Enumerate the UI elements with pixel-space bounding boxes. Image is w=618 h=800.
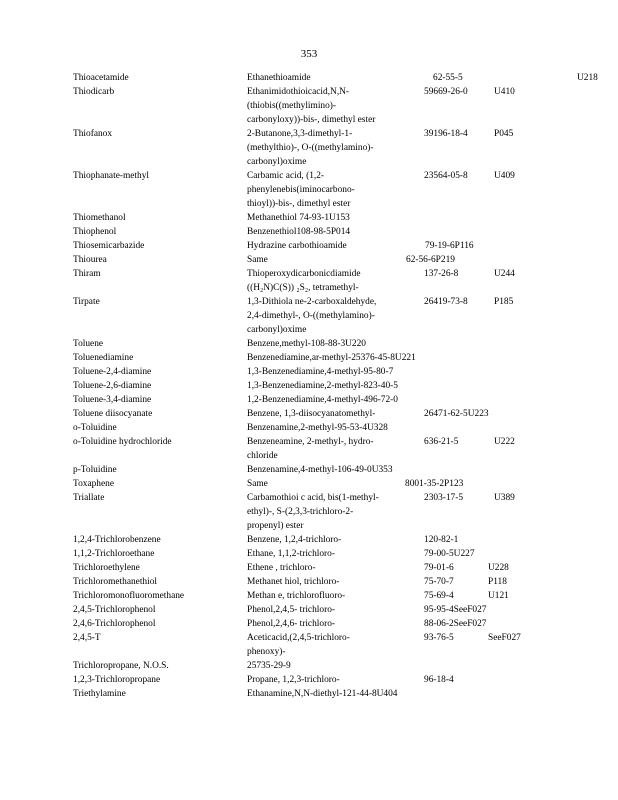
waste-code: U121	[488, 591, 509, 601]
synonym: Carbamothioi c acid, bis(1-methyl-	[247, 493, 379, 503]
chemical-name: Toluenediamine	[73, 353, 134, 363]
synonym: Ethanethioamide	[247, 73, 311, 83]
cas-number: 8001-35-2P123	[405, 479, 464, 489]
cas-number: 96-18-4	[424, 675, 454, 685]
cas-number: 95-95-4SeeF027	[424, 605, 487, 615]
cas-number: 137-26-8	[424, 269, 459, 279]
synonym: 1,2-Benzenediamine,4-methyl-496-72-0	[247, 395, 398, 405]
chemical-name: Thiosemicarbazide	[73, 241, 145, 251]
cas-number: 120-82-1	[424, 535, 459, 545]
synonym: Benzenamine,4-methyl-106-49-0U353	[247, 465, 393, 475]
synonym: carbonyl)oxime	[247, 157, 307, 167]
synonym: Phenol,2,4,5- trichloro-	[247, 605, 336, 615]
synonym: ((H₂N)C(S)) ₂S₂, tetramethyl-	[247, 283, 359, 293]
waste-code: P118	[488, 577, 507, 587]
synonym: Benzene,methyl-108-88-3U220	[247, 339, 366, 349]
chemical-name: Thioacetamide	[73, 73, 129, 83]
chemical-name: Trichloromethanethiol	[73, 577, 158, 587]
synonym: Thioperoxydicarbonicdiamide	[247, 269, 361, 279]
synonym: 25735-29-9	[247, 661, 291, 671]
cas-number: 79-01-6	[424, 563, 454, 573]
waste-code: U410	[494, 87, 515, 97]
synonym: 1,3-Benzenediamine,4-methyl-95-80-7	[247, 367, 394, 377]
synonym: Ethanimidothioicacid,N,N-	[247, 87, 350, 97]
synonym: Methan e, trichlorofluoro-	[247, 591, 346, 601]
chemical-name: Triethylamine	[73, 689, 126, 699]
cas-number: 93-76-5	[424, 633, 454, 643]
chemical-name: p-Toluidine	[73, 465, 117, 475]
cas-number: 26419-73-8	[424, 297, 468, 307]
chemical-name: Trichloroethylene	[73, 563, 140, 573]
chemical-name: Thiodicarb	[73, 87, 115, 97]
cas-number: 75-69-4	[424, 591, 454, 601]
chemical-name: 1,1,2-Trichloroethane	[73, 549, 155, 559]
synonym: Aceticacid,(2,4,5-trichloro-	[247, 633, 350, 643]
synonym: ethyl)-, S-(2,3,3-trichloro-2-	[247, 507, 354, 517]
chemical-name: Thiram	[73, 269, 101, 279]
chemical-name: Thiomethanol	[73, 213, 126, 223]
synonym: chloride	[247, 451, 278, 461]
chemical-name: Thiophenol	[73, 227, 117, 237]
synonym: Benzenamine,2-methyl-95-53-4U328	[247, 423, 388, 433]
waste-code: U244	[494, 269, 515, 279]
cas-number: 75-70-7	[424, 577, 454, 587]
synonym: 2-Butanone,3,3-dimethyl-1-	[247, 129, 353, 139]
chemical-name: Toluene diisocyanate	[73, 409, 153, 419]
chemical-name: Toluene	[73, 339, 104, 349]
synonym: propenyl) ester	[247, 521, 304, 531]
chemical-name: Triallate	[73, 493, 105, 503]
waste-code: P185	[494, 297, 514, 307]
chemical-name: Thiophanate-methyl	[73, 171, 150, 181]
chemical-name: Toluene-2,4-diamine	[73, 367, 152, 377]
chemical-name: Trichloropropane, N.O.S.	[73, 661, 169, 671]
synonym: carbonyl)oxime	[247, 325, 307, 335]
synonym: Same	[247, 255, 268, 265]
synonym: (thiobis((methylimino)-	[247, 101, 337, 111]
chemical-name: 2,4,5-T	[73, 633, 101, 643]
cas-number: 26471-62-5U223	[424, 409, 489, 419]
synonym: Propane, 1,2,3-trichloro-	[247, 675, 340, 685]
waste-code: U409	[494, 171, 515, 181]
synonym: 2,4-dimethyl-, O-((methylamino)-	[247, 311, 375, 321]
synonym: phenylenebis(iminocarbono-	[247, 185, 355, 195]
waste-code: U389	[494, 493, 515, 503]
waste-code: SeeF027	[488, 633, 521, 643]
synonym: phenoxy)-	[247, 647, 286, 657]
synonym: (methylthio)-, O-((methylamino)-	[247, 143, 374, 153]
synonym: Ethane, 1,1,2-trichloro-	[247, 549, 335, 559]
synonym: thioyl))-bis-, dimethyl ester	[247, 199, 351, 209]
chemical-name: o-Toluidine	[73, 423, 117, 433]
synonym: Benzene, 1,3-diisocyanatomethyl-	[247, 409, 376, 419]
cas-number: 62-55-5	[433, 73, 463, 83]
synonym: Benzenediamine,ar-methyl-25376-45-8U221	[247, 353, 416, 363]
waste-code: U222	[494, 437, 515, 447]
chemical-name: 1,2,4-Trichlorobenzene	[73, 535, 161, 545]
synonym: Methanet hiol, trichloro-	[247, 577, 340, 587]
synonym: Phenol,2,4,6- trichloro-	[247, 619, 336, 629]
chemical-name: 1,2,3-Trichloropropane	[73, 675, 161, 685]
cas-number: 59669-26-0	[424, 87, 468, 97]
synonym: Ethene , trichloro-	[247, 563, 316, 573]
chemical-name: o-Toluidine hydrochloride	[73, 437, 172, 447]
waste-code: U218	[577, 73, 598, 83]
chemical-name: 2,4,6-Trichlorophenol	[73, 619, 156, 629]
chemical-name: 2,4,5-Trichlorophenol	[73, 605, 156, 615]
waste-code: P045	[494, 129, 514, 139]
synonym: Same	[247, 479, 268, 489]
cas-number: 79-00-5U227	[424, 549, 475, 559]
synonym: Hydrazine carbothioamide	[247, 241, 347, 251]
chemical-name: Thiofanox	[73, 129, 113, 139]
cas-number: 62-56-6P219	[406, 255, 455, 265]
cas-number: 88-06-2SeeF027	[424, 619, 487, 629]
chemical-name: Toluene-2,6-diamine	[73, 381, 152, 391]
synonym: Methanethiol 74-93-1U153	[247, 213, 350, 223]
synonym: Benzeneamine, 2-methyl-, hydro-	[247, 437, 374, 447]
synonym: Benzenethiol108-98-5P014	[247, 227, 351, 237]
cas-number: 636-21-5	[424, 437, 459, 447]
waste-code: U228	[488, 563, 509, 573]
cas-number: 79-19-6P116	[425, 241, 474, 251]
synonym: Carbamic acid, (1,2-	[247, 171, 325, 181]
cas-number: 39196-18-4	[424, 129, 468, 139]
synonym: carbonyloxy))-bis-, dimethyl ester	[247, 115, 376, 125]
page-number: 353	[300, 48, 318, 60]
synonym: 1,3-Benzenediamine,2-methyl-823-40-5	[247, 381, 398, 391]
synonym: 1,3-Dithiola ne-2-carboxaldehyde,	[247, 297, 377, 307]
chemical-name: Toluene-3,4-diamine	[73, 395, 152, 405]
synonym: Benzene, 1,2,4-trichloro-	[247, 535, 342, 545]
cas-number: 23564-05-8	[424, 171, 468, 181]
chemical-name: Toxaphene	[73, 479, 114, 489]
chemical-name: Tirpate	[73, 297, 100, 307]
cas-number: 2303-17-5	[424, 493, 464, 503]
chemical-name: Thiourea	[73, 255, 107, 265]
chemical-name: Trichloromonofluoromethane	[73, 591, 185, 601]
synonym: Ethanamine,N,N-diethyl-121-44-8U404	[247, 689, 398, 699]
